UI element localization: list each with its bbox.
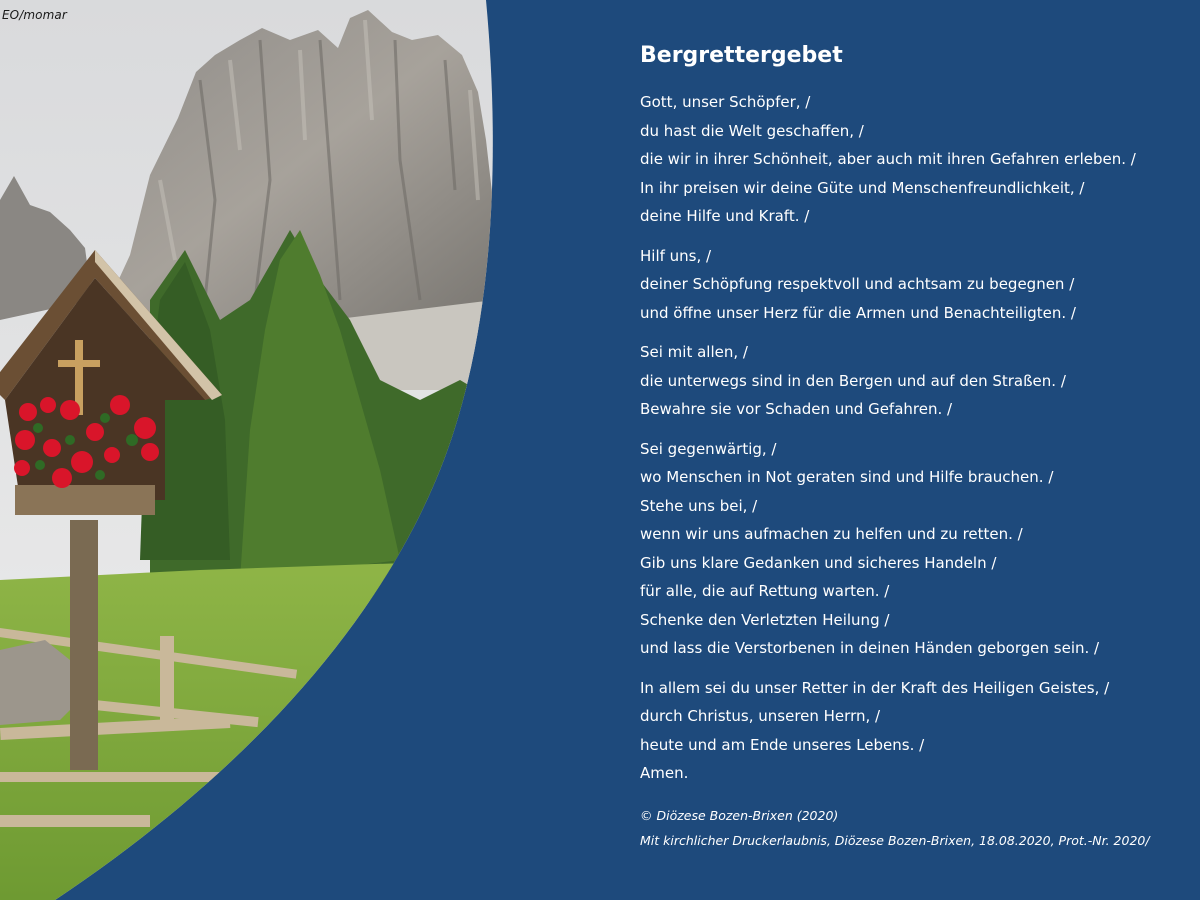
poem-line: deine Hilfe und Kraft. / xyxy=(640,207,810,225)
poem-line: durch Christus, unseren Herrn, / xyxy=(640,707,881,725)
poem xyxy=(640,40,1200,799)
stanza xyxy=(640,338,1200,424)
poem-line: Gib uns klare Gedanken und sicheres Handeln / xyxy=(640,553,997,572)
poem-line: In ihr preisen wir deine Güte und Menschenfreundlichkeit, / xyxy=(640,178,1085,197)
permission-note: Mit kirchlicher Druckerlaubnis, Diözese Bozen-Brixen, 18.08.2020, Prot.-Nr. 2020/ xyxy=(640,833,1150,848)
stanza xyxy=(640,242,1200,328)
poem-title: Bergrettergebet xyxy=(640,43,843,68)
poem-line: Sei gegenwärtig, / xyxy=(640,439,777,458)
poem-line: deiner Schöpfung respektvoll und achtsam zu begegnen / xyxy=(640,275,1075,293)
poem-line: die unterwegs sind in den Bergen und auf den Straßen. / xyxy=(640,371,1066,390)
poem-line: Hilf uns, / xyxy=(640,246,712,265)
stanza xyxy=(640,674,1200,788)
footer xyxy=(640,803,1150,853)
copyright-note: © Diözese Bozen-Brixen (2020) xyxy=(640,808,839,823)
poem-line: Sei mit allen, / xyxy=(640,343,748,361)
poem-line: heute und am Ende unseres Lebens. / xyxy=(640,735,925,754)
poem-line: für alle, die auf Rettung warten. / xyxy=(640,582,890,600)
poem-line: Schenke den Verletzten Heilung / xyxy=(640,610,890,629)
poem-line: wenn wir uns aufmachen zu helfen und zu retten. / xyxy=(640,525,1023,543)
poem-line: Bewahre sie vor Schaden und Gefahren. / xyxy=(640,400,953,418)
poem-line: die wir in ihrer Schönheit, aber auch mit ihren Gefahren erleben. / xyxy=(640,150,1136,168)
poem-line: und öffne unser Herz für die Armen und Benachteiligten. / xyxy=(640,303,1076,322)
photo-credit: EO/momar xyxy=(2,8,67,22)
mountain-photo xyxy=(0,0,500,900)
stanza xyxy=(640,435,1200,663)
poem-line: Gott, unser Schöpfer, / xyxy=(640,93,811,111)
poem-line: und lass die Verstorbenen in deinen Händen geborgen sein. / xyxy=(640,639,1100,657)
poem-line: Stehe uns bei, / xyxy=(640,496,758,515)
poem-line: wo Menschen in Not geraten sind und Hilfe brauchen. / xyxy=(640,468,1054,486)
poem-line: du hast die Welt geschaffen, / xyxy=(640,121,864,140)
poem-line: In allem sei du unser Retter in der Kraft des Heiligen Geistes, / xyxy=(640,678,1110,697)
stanza xyxy=(640,88,1200,231)
poem-line: Amen. xyxy=(640,764,689,782)
